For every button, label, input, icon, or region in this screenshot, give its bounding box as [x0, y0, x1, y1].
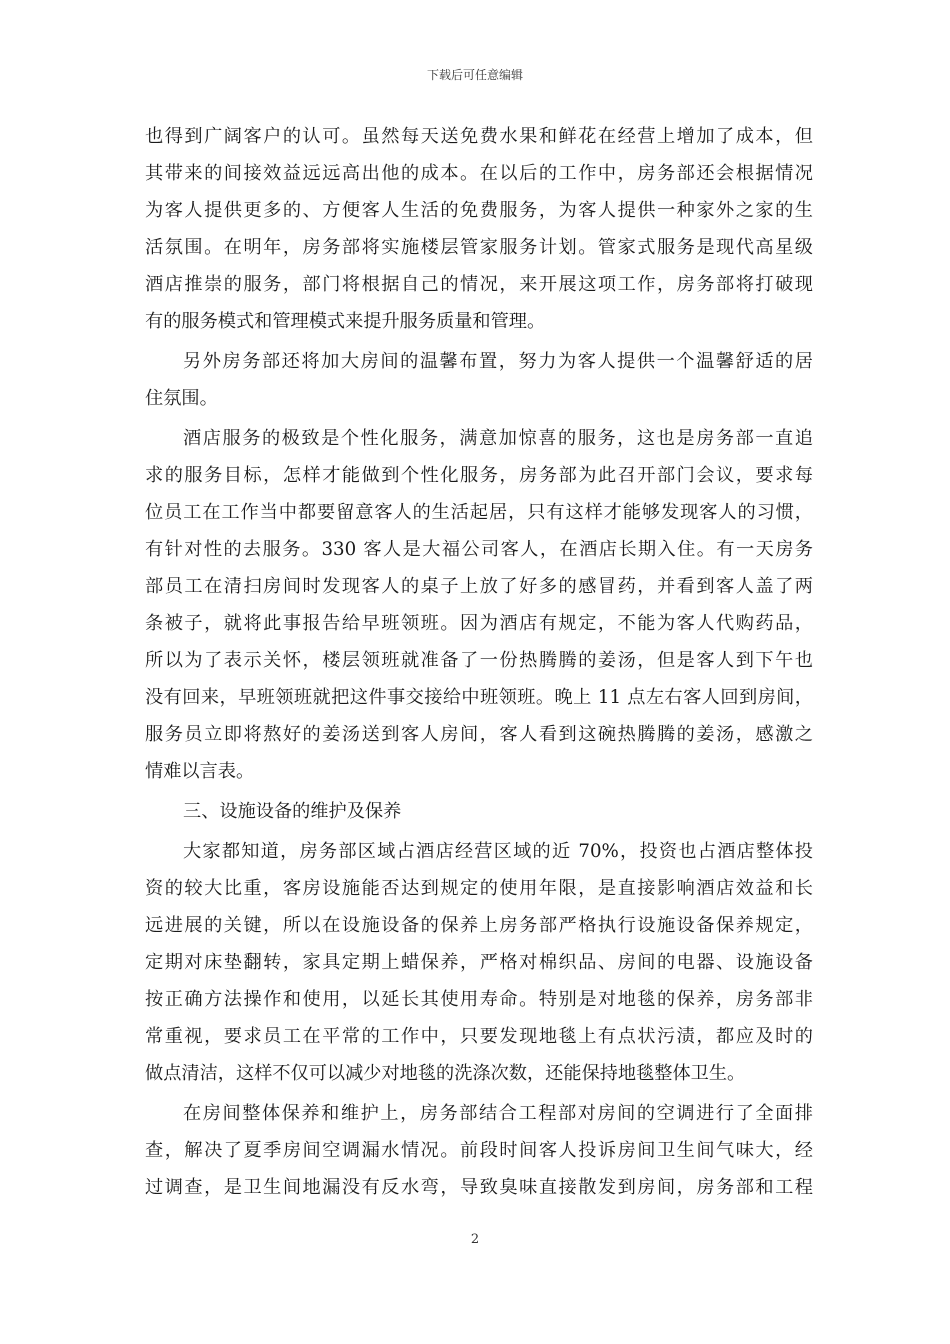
- text-line: 资的较大比重，客房设施能否达到规定的使用年限，是直接影响酒店效益和长: [145, 878, 813, 899]
- text-line: 住氛围。: [145, 388, 218, 409]
- page-number: 2: [470, 1232, 480, 1247]
- text-line: 没有回来，早班领班就把这件事交接给中班领班。晚上 11 点左右客人回到房间，: [145, 687, 813, 708]
- page-header: 下载后可任意编辑: [426, 68, 523, 82]
- text-line: 求的服务目标，怎样才能做到个性化服务，房务部为此召开部门会议，要求每: [145, 465, 813, 486]
- text-line: 为客人提供更多的、方便客人生活的免费服务，为客人提供一种家外之家的生: [145, 200, 813, 221]
- text-line: 有针对性的去服务。330 客人是大福公司客人，在酒店长期入住。有一天房务: [145, 539, 813, 560]
- text-line: 远进展的关键，所以在设施设备的保养上房务部严格执行设施设备保养规定，: [145, 915, 813, 936]
- text-line: 在房间整体保养和维护上，房务部结合工程部对房间的空调进行了全面排: [183, 1103, 813, 1124]
- text-line: 查，解决了夏季房间空调漏水情况。前段时间客人投诉房间卫生间气味大，经: [145, 1140, 813, 1161]
- text-line: 其带来的间接效益远远高出他的成本。在以后的工作中，房务部还会根据情况: [145, 163, 813, 184]
- text-line: 另外房务部还将加大房间的温馨布置，努力为客人提供一个温馨舒适的居: [183, 351, 813, 372]
- text-line: 条被子，就将此事报告给早班领班。因为酒店有规定，不能为客人代购药品，: [145, 613, 813, 634]
- text-line: 所以为了表示关怀，楼层领班就准备了一份热腾腾的姜汤，但是客人到下午也: [145, 650, 813, 671]
- text-line: 活氛围。在明年，房务部将实施楼层管家服务计划。管家式服务是现代高星级: [145, 237, 813, 258]
- text-line: 部员工在清扫房间时发现客人的桌子上放了好多的感冒药，并看到客人盖了两: [145, 576, 813, 597]
- section-heading: 三、设施设备的维护及保养: [183, 801, 402, 822]
- text-line: 常重视，要求员工在平常的工作中，只要发现地毯上有点状污渍，都应及时的: [145, 1026, 813, 1047]
- text-line: 大家都知道，房务部区域占酒店经营区域的近 70%，投资也占酒店整体投: [183, 841, 813, 862]
- text-line: 也得到广阔客户的认可。虽然每天送免费水果和鲜花在经营上增加了成本，但: [145, 126, 813, 147]
- text-line: 酒店服务的极致是个性化服务，满意加惊喜的服务，这也是房务部一直追: [183, 428, 813, 449]
- text-line: 做点清洁，这样不仅可以减少对地毯的洗涤次数，还能保持地毯整体卫生。: [145, 1063, 746, 1084]
- text-line: 过调查，是卫生间地漏没有反水弯，导致臭味直接散发到房间，房务部和工程: [145, 1177, 813, 1198]
- text-line: 有的服务模式和管理模式来提升服务质量和管理。: [145, 311, 546, 332]
- text-line: 定期对床垫翻转，家具定期上蜡保养，严格对棉织品、房间的电器、设施设备: [145, 952, 813, 973]
- text-line: 位员工在工作当中都要留意客人的生活起居，只有这样才能够发现客人的习惯，: [145, 502, 813, 523]
- text-line: 情难以言表。: [145, 761, 255, 782]
- text-line: 按正确方法操作和使用，以延长其使用寿命。特别是对地毯的保养，房务部非: [145, 989, 813, 1010]
- text-line: 服务员立即将熬好的姜汤送到客人房间，客人看到这碗热腾腾的姜汤，感激之: [145, 724, 813, 745]
- text-line: 酒店推崇的服务，部门将根据自己的情况，来开展这项工作，房务部将打破现: [145, 274, 813, 295]
